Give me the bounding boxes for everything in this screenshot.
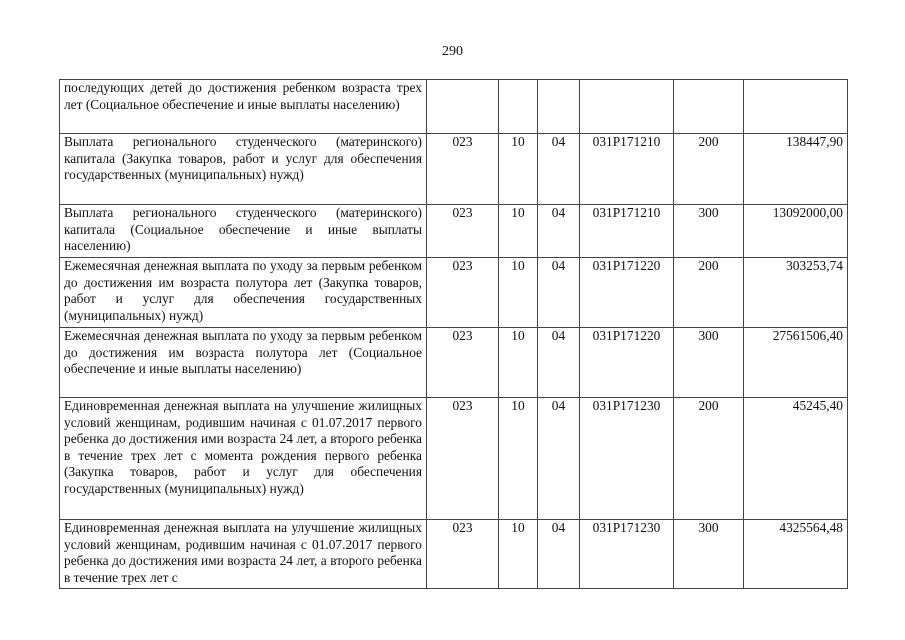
ministry-code: 023 <box>427 205 499 258</box>
row-name: Выплата регионального студенческого (материнского) капитала (Социальное обеспечение и иные выплаты населению) <box>60 205 427 258</box>
section-code: 10 <box>499 205 538 258</box>
ministry-code: 023 <box>427 258 499 328</box>
target-code: 031P171210 <box>580 205 674 258</box>
expense-type-code: 200 <box>674 258 744 328</box>
table-row <box>60 205 848 258</box>
amount: 27561506,40 <box>744 328 848 398</box>
amount: 45245,40 <box>744 398 848 520</box>
amount: 303253,74 <box>744 258 848 328</box>
ministry-code: 023 <box>427 398 499 520</box>
target-code <box>580 80 674 134</box>
table-row <box>60 80 848 134</box>
amount: 4325564,48 <box>744 520 848 589</box>
expense-type-code <box>674 80 744 134</box>
row-name: Ежемесячная денежная выплата по уходу за первым ребенком до достижения им возраста полутора лет (Социальное обеспечение и иные выплаты населению) <box>60 328 427 398</box>
budget-table <box>59 79 848 589</box>
section-code: 10 <box>499 328 538 398</box>
subsection-code <box>538 80 580 134</box>
section-code: 10 <box>499 398 538 520</box>
ministry-code: 023 <box>427 520 499 589</box>
subsection-code: 04 <box>538 520 580 589</box>
section-code: 10 <box>499 134 538 205</box>
expense-type-code: 300 <box>674 328 744 398</box>
subsection-code: 04 <box>538 398 580 520</box>
subsection-code: 04 <box>538 328 580 398</box>
section-code <box>499 80 538 134</box>
row-name: Выплата регионального студенческого (материнского) капитала (Закупка товаров, работ и услуг для обеспечения государственных (муниципальных) нужд) <box>60 134 427 205</box>
expense-type-code: 300 <box>674 520 744 589</box>
expense-type-code: 300 <box>674 205 744 258</box>
table-row <box>60 398 848 520</box>
target-code: 031P171230 <box>580 398 674 520</box>
ministry-code: 023 <box>427 328 499 398</box>
expense-type-code: 200 <box>674 398 744 520</box>
amount: 13092000,00 <box>744 205 848 258</box>
expense-type-code: 200 <box>674 134 744 205</box>
table-row <box>60 134 848 205</box>
row-name: Ежемесячная денежная выплата по уходу за первым ребенком до достижения им возраста полутора лет (Закупка товаров, работ и услуг для обеспечения государственных (муниципальных) нужд) <box>60 258 427 328</box>
subsection-code: 04 <box>538 205 580 258</box>
row-name: Единовременная денежная выплата на улучшение жилищных условий женщинам, родившим начиная с 01.07.2017 первого ребенка до достижения ими возраста 24 лет, а второго ребенка в течение трех лет с момента рождения первого ребенка (Закупка товаров, работ и услуг для обеспечения государственных (муниципальных) нужд) <box>60 398 427 520</box>
amount <box>744 80 848 134</box>
table-row <box>60 328 848 398</box>
page-number: 290 <box>442 44 463 59</box>
amount: 138447,90 <box>744 134 848 205</box>
target-code: 031P171230 <box>580 520 674 589</box>
table-row <box>60 258 848 328</box>
ministry-code: 023 <box>427 134 499 205</box>
table-row <box>60 520 848 589</box>
ministry-code <box>427 80 499 134</box>
row-name: последующих детей до достижения ребенком возраста трех лет (Социальное обеспечение и иные выплаты населению) <box>60 80 427 134</box>
section-code: 10 <box>499 520 538 589</box>
row-name: Единовременная денежная выплата на улучшение жилищных условий женщинам, родившим начиная с 01.07.2017 первого ребенка до достижения ими возраста 24 лет, а второго ребенка в течение трех лет с <box>60 520 427 589</box>
target-code: 031P171220 <box>580 328 674 398</box>
subsection-code: 04 <box>538 134 580 205</box>
subsection-code: 04 <box>538 258 580 328</box>
section-code: 10 <box>499 258 538 328</box>
target-code: 031P171210 <box>580 134 674 205</box>
target-code: 031P171220 <box>580 258 674 328</box>
